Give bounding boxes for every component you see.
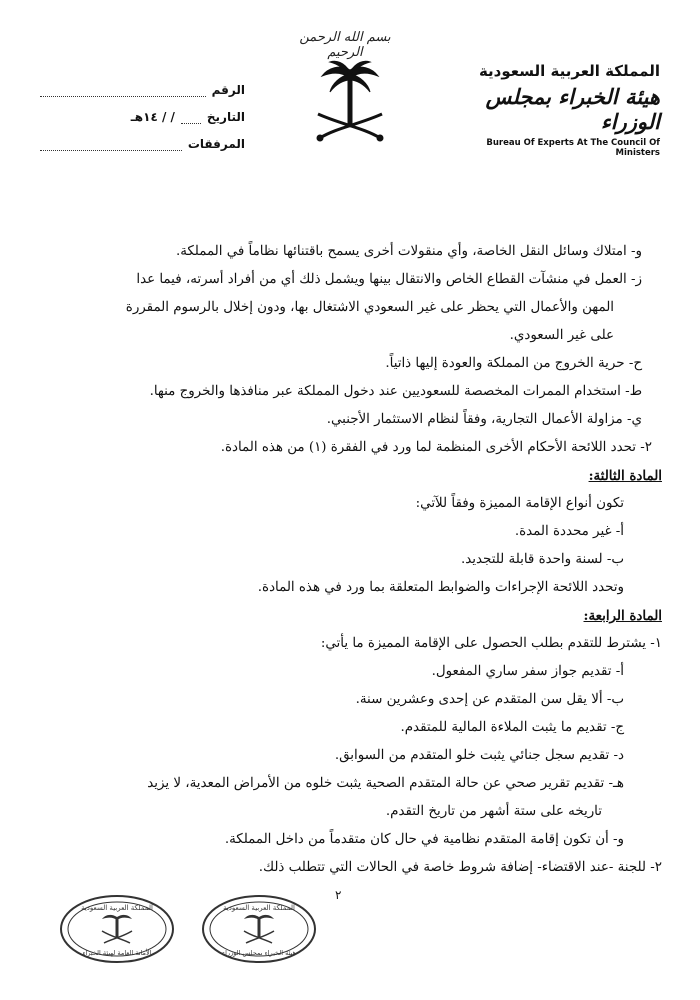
left-stamp-bottom-text: الأمانة العامة لهيئة الخبراء <box>82 949 152 957</box>
article-4-heading: المادة الرابعة: <box>583 608 662 624</box>
date-label: التاريخ <box>206 110 245 124</box>
bureau-name-en: Bureau Of Experts At The Council Of Ministers <box>486 138 660 158</box>
item-ya: ي- مزاولة الأعمال التجارية، وفقاً لنظام الاستثمار الأجنبي. <box>326 412 642 427</box>
article-3-item-b: ب- لسنة واحدة قابلة للتجديد. <box>461 552 624 567</box>
article-4-item-h-line-1: هـ- تقديم تقرير صحي عن حالة المتقدم الصحية يثبت خلوه من الأمراض المعدية، لا يزيد <box>147 776 624 791</box>
number-line <box>40 86 206 97</box>
document-body <box>38 238 662 882</box>
basmala: بسم الله الرحمن الرحيم <box>299 30 391 60</box>
article-4-para-1: ١- يشترط للتقدم بطلب الحصول على الإقامة المميزة ما يأتي: <box>320 636 662 651</box>
item-zay-line-1: ز- العمل في منشآت القطاع الخاص والانتقال بينها ويشمل ذلك أي من أفراد أسرته، فيما عدا <box>136 272 642 287</box>
article-3-item-a: أ- غير محددة المدة. <box>514 524 624 539</box>
article-4-item-d: د- تقديم سجل جنائي يثبت خلو المتقدم من السوابق. <box>334 748 624 763</box>
attachments-row <box>40 124 245 151</box>
article-4-para-2: ٢- للجنة -عند الاقتضاء- إضافة شروط خاصة في الحالات التي تتطلب ذلك. <box>258 860 662 875</box>
palm-swords-emblem-icon <box>310 58 390 148</box>
item-zay-line-3: على غير السعودي. <box>509 328 614 343</box>
item-ha: ح- حرية الخروج من المملكة والعودة إليها ذاتياً. <box>385 356 642 371</box>
letterhead <box>440 62 660 158</box>
number-label: الرقم <box>211 83 245 97</box>
item-waw: و- امتلاك وسائل النقل الخاصة، وأي منقولات أخرى يسمح باقتنائها نظاماً في المملكة. <box>175 244 642 259</box>
article-3-intro: تكون أنواع الإقامة المميزة وفقاً للآتي: <box>415 496 624 511</box>
paragraph-2: ٢- تحدد اللائحة الأحكام الأخرى المنظمة لما ورد في الفقرة (١) من هذه المادة. <box>220 440 652 455</box>
article-4-item-h-line-2: تاريخه على ستة أشهر من تاريخ التقدم. <box>385 804 602 819</box>
bureau-name-ar: هيئة الخبراء بمجلس الوزراء <box>485 84 660 134</box>
article-4-item-a: أ- تقديم جواز سفر ساري المفعول. <box>431 664 624 679</box>
attachments-label: المرفقات <box>187 137 245 151</box>
article-4-item-w: و- أن تكون إقامة المتقدم نظامية في حال كان متقدماً من داخل المملكة. <box>224 832 624 847</box>
article-3-outro: وتحدد اللائحة الإجراءات والضوابط المتعلقة بما ورد في هذه المادة. <box>257 580 624 595</box>
left-stamp-top-text: المملكة العربية السعودية <box>81 904 153 912</box>
page-number: ٢ <box>335 888 342 902</box>
date-row <box>40 97 245 124</box>
general-secretariat-seal-icon <box>58 893 176 965</box>
article-3-heading: المادة الثالثة: <box>588 468 662 484</box>
number-row <box>40 70 245 97</box>
article-4-item-b: ب- ألا يقل سن المتقدم عن إحدى وعشرين سنة. <box>355 692 624 707</box>
right-stamp-bottom-text: هيئة الخبراء بمجلس الوزراء <box>222 949 296 957</box>
item-ta: ط- استخدام الممرات المخصصة للسعوديين عند دخول المملكة عبر منافذها والخروج منها. <box>149 384 642 399</box>
date-value: / / ١٤هـ <box>130 110 175 124</box>
date-gap <box>181 113 201 124</box>
attachments-line <box>40 140 182 151</box>
item-zay-line-2: المهن والأعمال التي يحظر على غير السعودي الاشتغال بها، ودون إخلال بالرسوم المقررة <box>125 300 614 315</box>
bureau-seal-icon <box>200 893 318 965</box>
right-stamp-top-text: المملكة العربية السعودية <box>223 904 295 912</box>
article-4-item-c: ج- تقديم ما يثبت الملاءة المالية للمتقدم. <box>400 720 624 735</box>
kingdom-name: المملكة العربية السعودية <box>478 62 660 80</box>
reference-form <box>40 70 245 151</box>
